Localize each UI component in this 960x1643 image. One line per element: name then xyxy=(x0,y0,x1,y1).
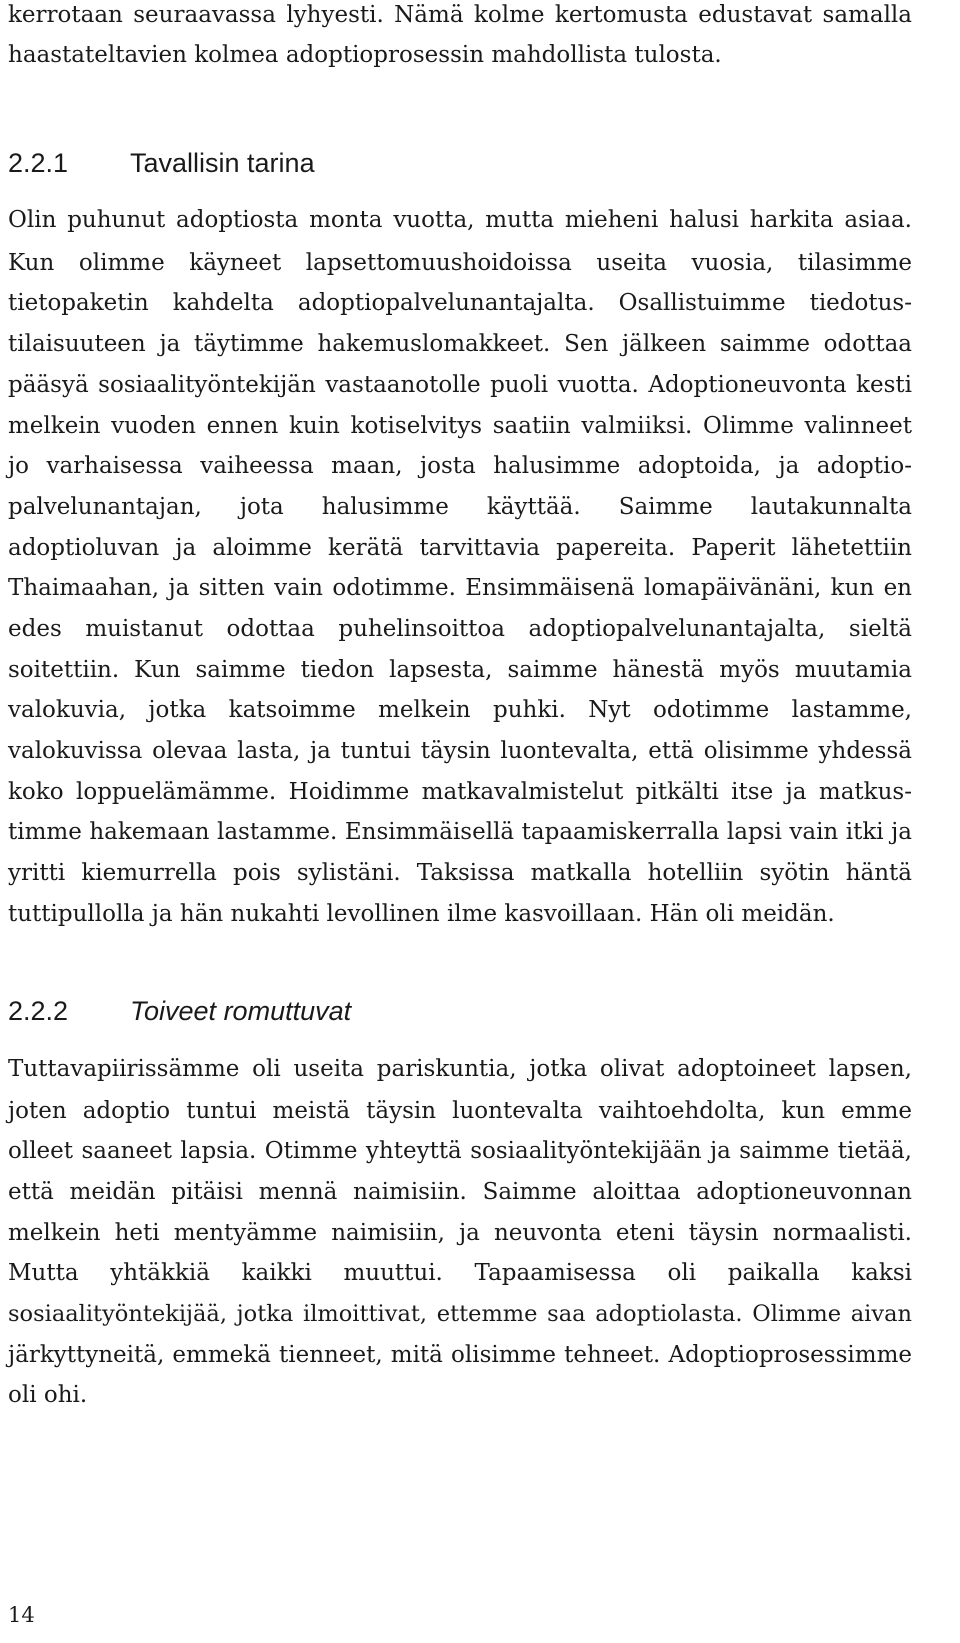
section-number: 2.2.2 xyxy=(8,996,69,1026)
body-line: pääsyä sosiaalityöntekijän vastaanotolle puoli vuotta. Adoptioneuvonta kesti xyxy=(8,372,912,398)
body-line: olleet saaneet lapsia. Otimme yhteyttä sosiaalityöntekijään ja saimme tietää, xyxy=(8,1138,912,1164)
page-number: 14 xyxy=(8,1603,35,1627)
body-line: adoptioluvan ja aloimme kerätä tarvittavia papereita. Paperit lähetettiin xyxy=(8,535,912,561)
body-line: melkein heti mentyämme naimisiin, ja neuvonta eteni täysin normaalisti. xyxy=(8,1220,912,1246)
body-line: tietopaketin kahdelta adoptiopalvelunantajalta. Osallistuimme tiedotus- xyxy=(8,290,912,316)
body-line: tilaisuuteen ja täytimme hakemuslomakkeet. Sen jälkeen saimme odottaa xyxy=(8,331,912,357)
body-line: yritti kiemurrella pois sylistäni. Taksissa matkalla hotelliin syötin häntä xyxy=(8,860,912,886)
body-line: melkein vuoden ennen kuin kotiselvitys saatiin valmiiksi. Olimme valinneet xyxy=(8,413,912,439)
section-title: Toiveet romuttuvat xyxy=(130,996,352,1026)
body-line: Kun olimme käyneet lapsettomuushoidoissa useita vuosia, tilasimme xyxy=(8,250,912,276)
body-line: joten adoptio tuntui meistä täysin luontevalta vaihtoehdolta, kun emme xyxy=(8,1098,912,1124)
body-line: Tuttavapiirissämme oli useita pariskuntia, jotka olivat adoptoineet lapsen, xyxy=(8,1056,912,1082)
body-line: valokuvissa olevaa lasta, ja tuntui täysin luontevalta, että olisimme yhdessä xyxy=(8,738,912,764)
section-number: 2.2.1 xyxy=(8,148,69,178)
body-line: tuttipullolla ja hän nukahti levollinen ilme kasvoillaan. Hän oli meidän. xyxy=(8,901,835,927)
body-line: sosiaalityöntekijää, jotka ilmoittivat, ettemme saa adoptiolasta. Olimme aivan xyxy=(8,1301,912,1327)
body-line: että meidän pitäisi mennä naimisiin. Saimme aloittaa adoptioneuvonnan xyxy=(8,1179,912,1205)
body-line: edes muistanut odottaa puhelinsoittoa adoptiopalvelunantajalta, sieltä xyxy=(8,616,912,642)
body-line: timme hakemaan lastamme. Ensimmäisellä tapaamiskerralla lapsi vain itki ja xyxy=(8,819,912,845)
body-line: Mutta yhtäkkiä kaikki muuttui. Tapaamisessa oli paikalla kaksi xyxy=(8,1260,912,1286)
intro-line: haastateltavien kolmea adoptioprosessin mahdollista tulosta. xyxy=(8,42,722,68)
body-line: Olin puhunut adoptiosta monta vuotta, mutta mieheni halusi harkita asiaa. xyxy=(8,207,912,233)
section-heading xyxy=(8,146,315,180)
body-line: Thaimaahan, ja sitten vain odotimme. Ensimmäisenä lomapäivänäni, kun en xyxy=(8,575,912,601)
section-heading xyxy=(8,994,351,1028)
body-line: koko loppuelämämme. Hoidimme matkavalmistelut pitkälti itse ja matkus- xyxy=(8,779,912,805)
intro-line: kerrotaan seuraavassa lyhyesti. Nämä kolme kertomusta edustavat samalla xyxy=(8,2,912,28)
body-line: jo varhaisessa vaiheessa maan, josta halusimme adoptoida, ja adoptio- xyxy=(8,453,912,479)
body-line: järkyttyneitä, emmekä tienneet, mitä olisimme tehneet. Adoptioprosessimme xyxy=(8,1342,912,1368)
body-line: valokuvia, jotka katsoimme melkein puhki. Nyt odotimme lastamme, xyxy=(8,697,912,723)
body-line: oli ohi. xyxy=(8,1382,88,1408)
section-title: Tavallisin tarina xyxy=(130,148,315,178)
body-line: palvelunantajan, jota halusimme käyttää. Saimme lautakunnalta xyxy=(8,494,912,520)
body-line: soitettiin. Kun saimme tiedon lapsesta, saimme hänestä myös muutamia xyxy=(8,657,912,683)
